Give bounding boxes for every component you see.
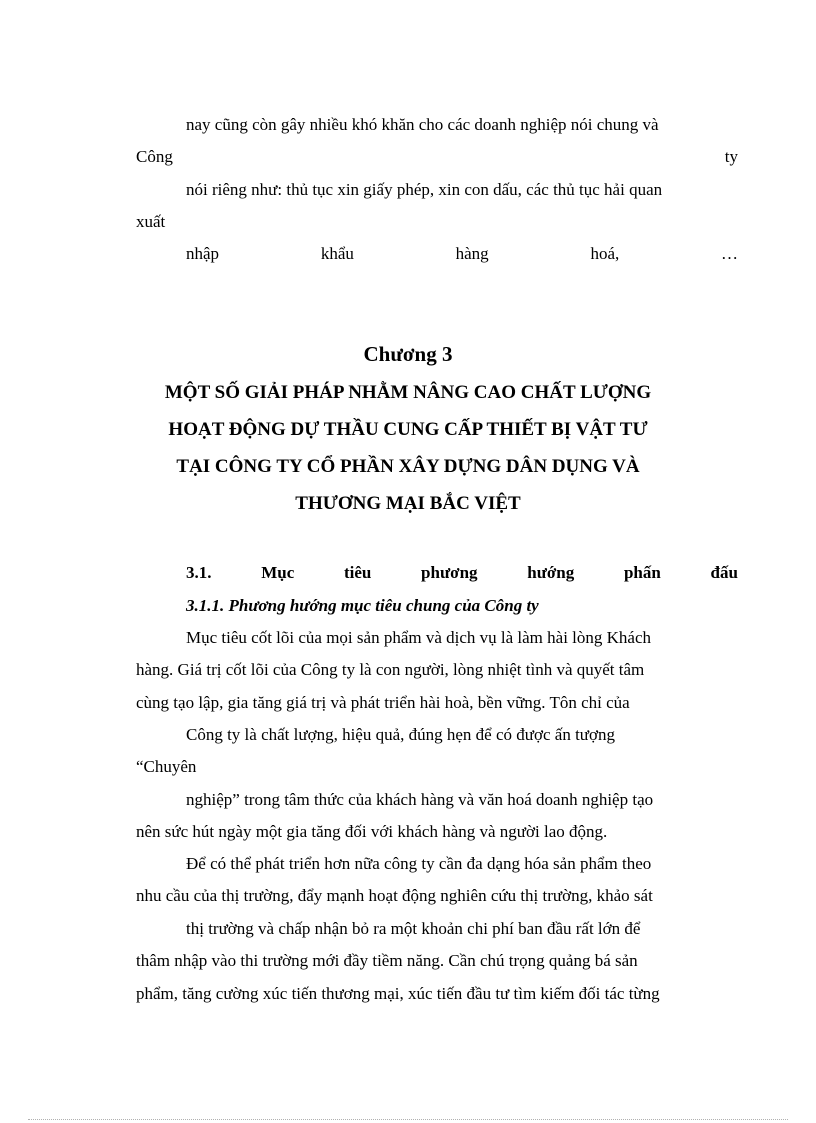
body-line: cùng tạo lập, gia tăng giá trị và phát triển hài hoà, bền vững. Tôn chỉ của [136, 693, 630, 712]
word: Mục [261, 563, 295, 582]
word: tiêu [343, 563, 372, 582]
word: ty [724, 147, 738, 166]
body-line: thâm nhập vào thi trường mới đầy tiềm năng. Cần chú trọng quảng bá sản [136, 951, 638, 970]
text-line [186, 114, 738, 136]
word: hàng [455, 244, 489, 263]
text-line [136, 146, 738, 168]
chapter-title-line: TẠI CÔNG TY CỔ PHẦN XÂY DỰNG DÂN DỤNG VÀ [176, 456, 640, 477]
chapter-title-line: HOẠT ĐỘNG DỰ THẦU CUNG CẤP THIẾT BỊ VẬT TƯ [168, 419, 648, 440]
text-line [186, 243, 738, 265]
body-line: nghiệp” trong tâm thức của khách hàng và văn hoá doanh nghiệp tạo [186, 790, 654, 809]
word: 3.1. [186, 563, 212, 582]
word: Công [136, 147, 173, 166]
word: hướng [527, 563, 575, 582]
word: … [721, 244, 738, 263]
word: khẩu [320, 244, 354, 263]
chapter-label: Chương 3 [363, 342, 453, 366]
word: hoá, [590, 244, 620, 263]
word: phương [421, 563, 478, 582]
page-bottom-divider [28, 1119, 788, 1120]
text-line-content: xuất [136, 212, 166, 231]
word: phấn [623, 563, 661, 582]
section-heading [186, 562, 738, 584]
body-line: nên sức hút ngày một gia tăng đối với khách hàng và người lao động. [136, 822, 608, 841]
chapter-title-line: THƯƠNG MẠI BẮC VIỆT [295, 493, 521, 514]
section-subheading: 3.1.1. Phương hướng mục tiêu chung của Công ty [186, 596, 539, 615]
body-line: nhu cầu của thị trường, đẩy mạnh hoạt động nghiên cứu thị trường, khảo sát [136, 886, 653, 905]
word: nhập [186, 244, 220, 263]
body-line: Để có thể phát triển hơn nữa công ty cần đa dạng hóa sản phẩm theo [186, 854, 652, 873]
body-line: phẩm, tăng cường xúc tiến thương mại, xúc tiến đầu tư tìm kiếm đối tác từng [136, 984, 660, 1003]
body-line: Mục tiêu cốt lõi của mọi sản phẩm và dịch vụ là làm hài lòng Khách [186, 628, 652, 647]
body-line: thị trường và chấp nhận bỏ ra một khoản chi phí ban đầu rất lớn để [186, 919, 641, 938]
text-line-content: nay cũng còn gây nhiều khó khăn cho các doanh nghiệp nói chung và [186, 115, 659, 134]
text-line-content: nói riêng như: thủ tục xin giấy phép, xin con dấu, các thủ tục hải quan [186, 180, 663, 199]
word: đấu [710, 563, 738, 582]
body-line: Công ty là chất lượng, hiệu quả, đúng hẹn để có được ấn tượng [186, 725, 615, 744]
text-line [186, 179, 738, 201]
body-line: hàng. Giá trị cốt lõi của Công ty là con người, lòng nhiệt tình và quyết tâm [136, 660, 645, 679]
body-line: “Chuyên [136, 757, 197, 776]
text-line [136, 211, 165, 233]
chapter-title-line: MỘT SỐ GIẢI PHÁP NHẰM NÂNG CAO CHẤT LƯỢNG [164, 382, 652, 403]
